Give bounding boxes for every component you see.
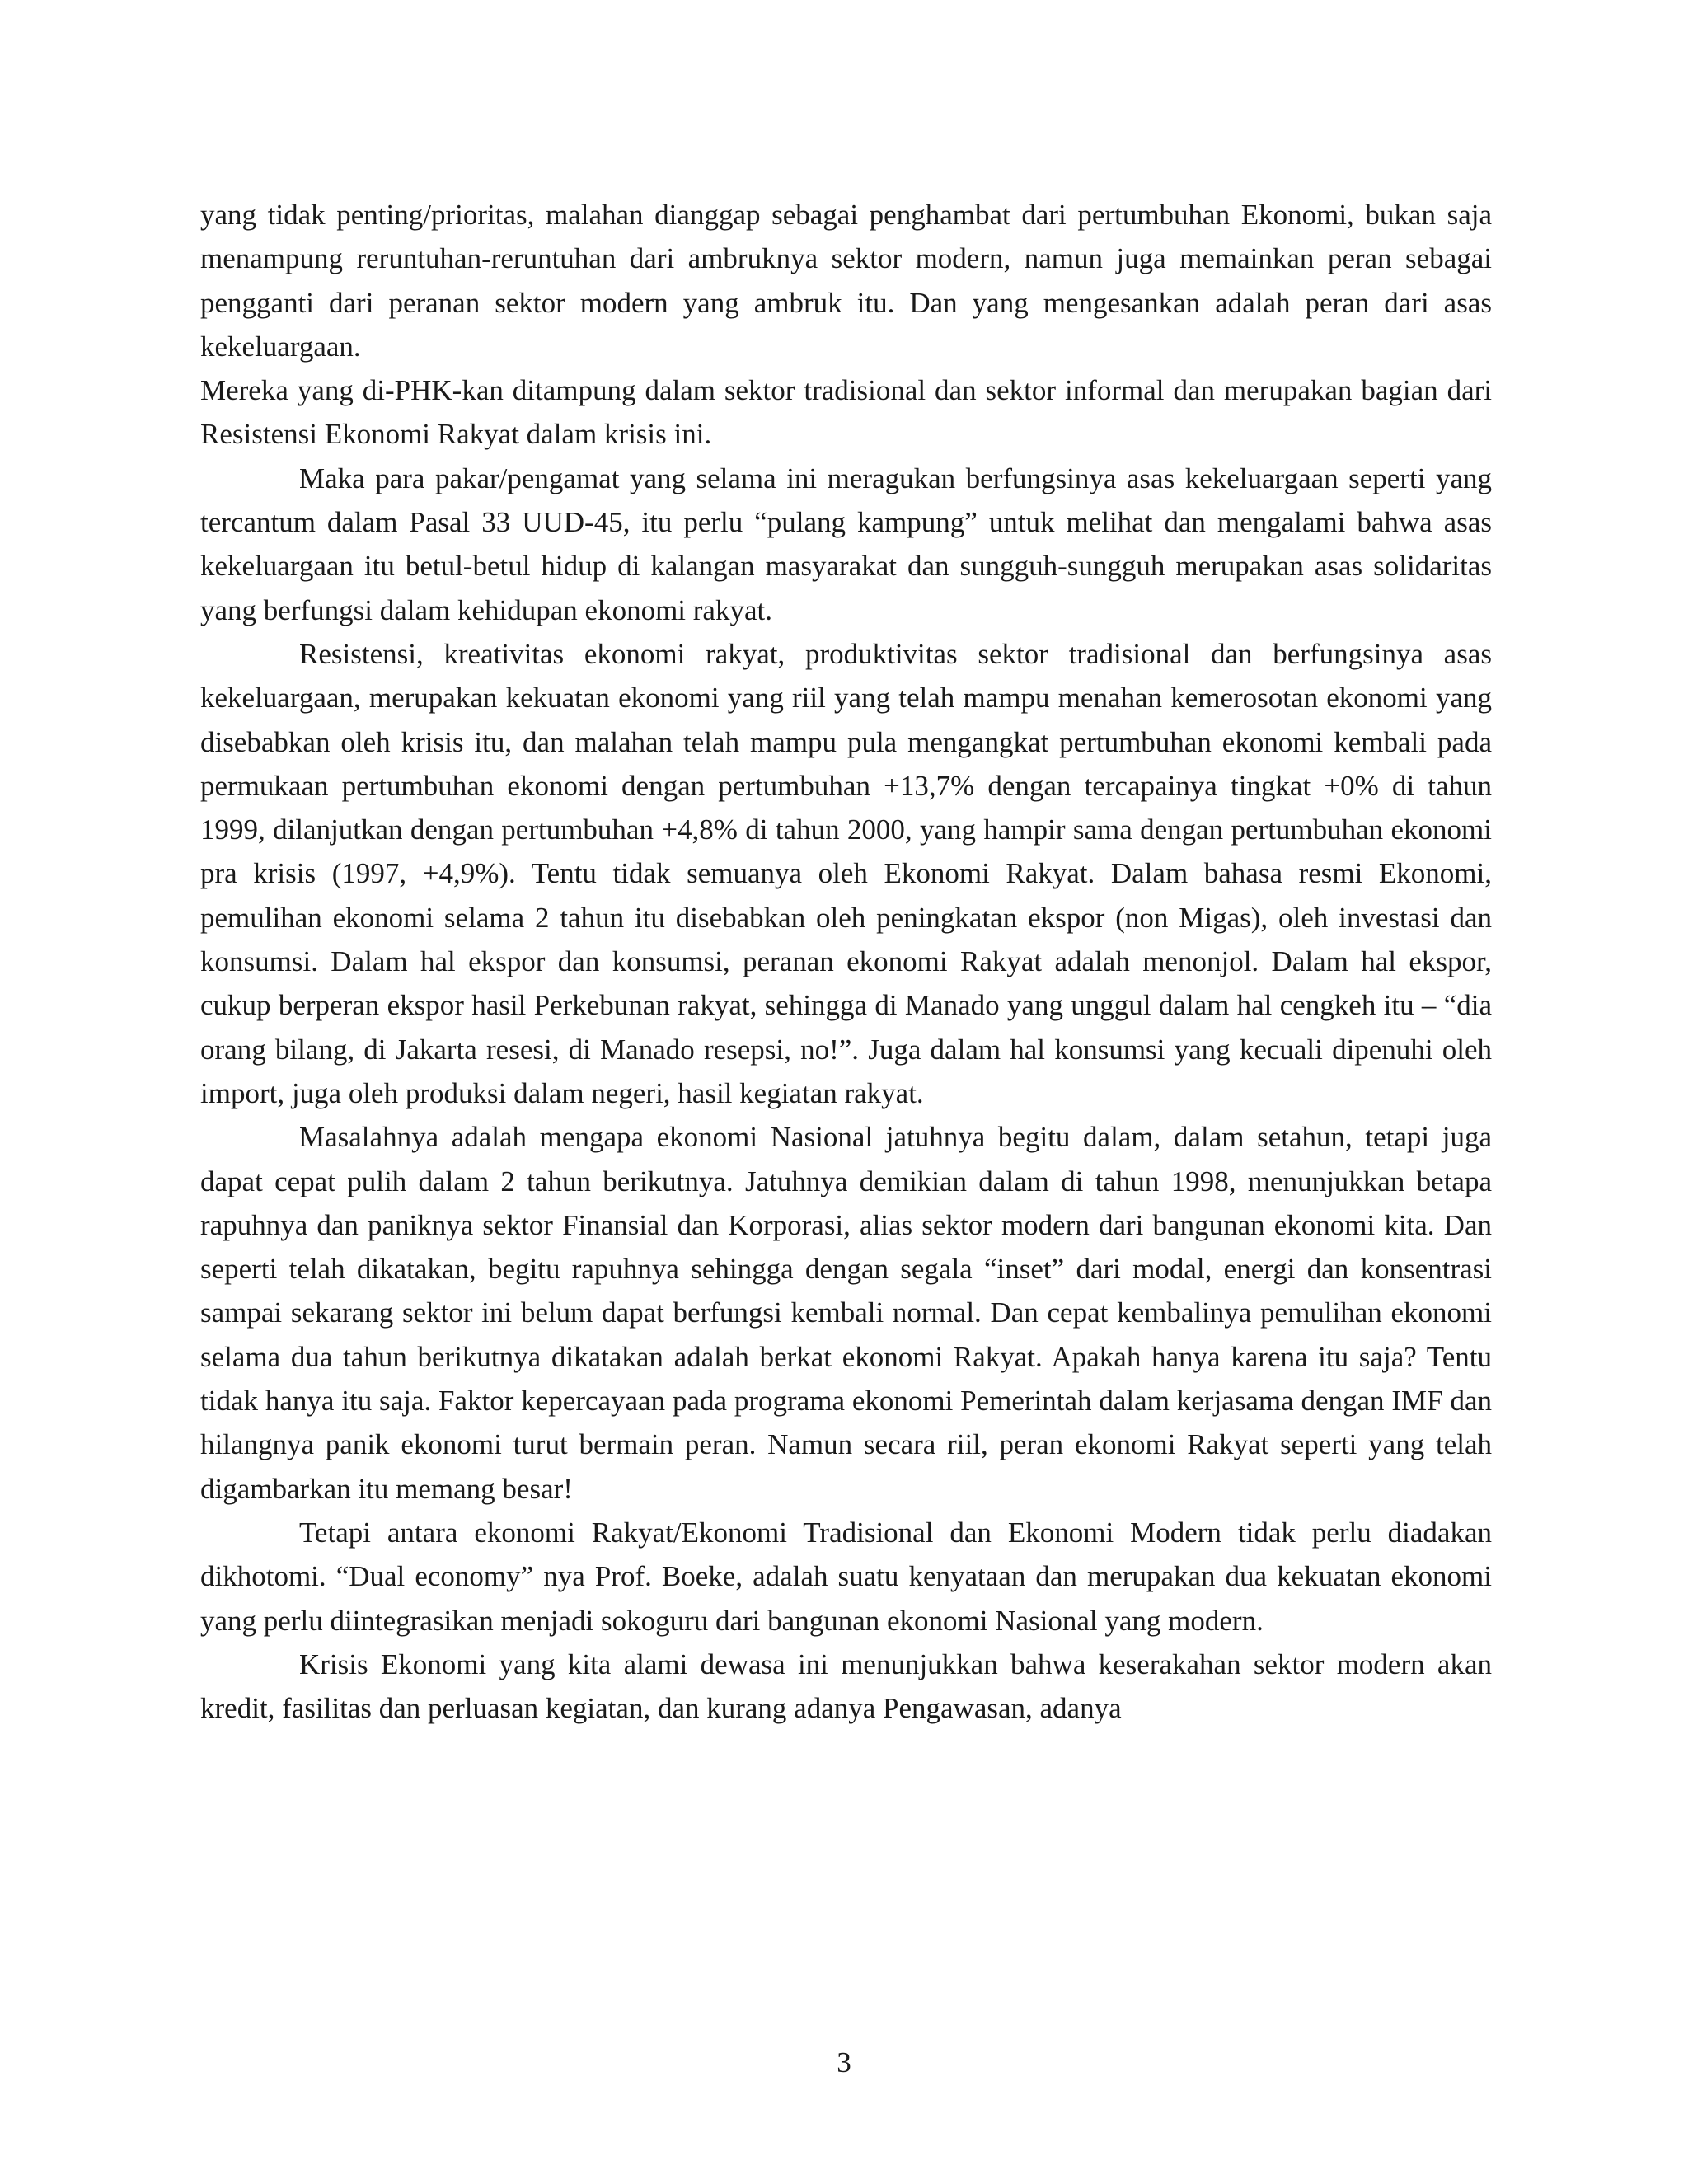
paragraph-1: yang tidak penting/prioritas, malahan dianggap sebagai penghambat dari pertumbuhan Ekonomi, bukan saja menampung reruntuhan-reruntuhan dari ambruknya sektor modern, namun juga memainkan peran sebagai pengganti dari peranan sektor modern yang ambruk itu. Dan yang mengesankan adalah peran dari asas kekeluargaan. xyxy=(200,199,1492,363)
page-number: 3 xyxy=(837,2046,851,2079)
paragraph-4: Resistensi, kreativitas ekonomi rakyat, produktivitas sektor tradisional dan berfungsinya asas kekeluargaan, merupakan kekuatan ekonomi yang riil yang telah mampu menahan kemerosotan ekonomi yang disebabkan oleh krisis itu, dan malahan telah mampu pula mengangkat pertumbuhan ekonomi kembali pada permukaan pertumbuhan ekonomi dengan pertumbuhan +13,7% dengan tercapainya tingkat +0% di tahun 1999, dilanjutkan dengan pertumbuhan +4,8% di tahun 2000, yang hampir sama dengan pertumbuhan ekonomi pra krisis (1997, +4,9%). Tentu tidak semuanya oleh Ekonomi Rakyat. Dalam bahasa resmi Ekonomi, pemulihan ekonomi selama 2 tahun itu disebabkan oleh peningkatan ekspor (non Migas), oleh investasi dan konsumsi. Dalam hal ekspor dan konsumsi, peranan ekonomi Rakyat adalah menonjol. Dalam hal ekspor, cukup berperan ekspor hasil Perkebunan rakyat, sehingga di Manado yang unggul dalam hal cengkeh itu – “dia orang bilang, di Jakarta resesi, di Manado resepsi, no!”. Juga dalam hal konsumsi yang kecuali dipenuhi oleh import, juga oleh produksi dalam negeri, hasil kegiatan rakyat. xyxy=(200,637,1492,1109)
paragraph-7: Krisis Ekonomi yang kita alami dewasa ini menunjukkan bahwa keserakahan sektor modern akan kredit, fasilitas dan perluasan kegiatan, dan kurang adanya Pengawasan, adanya xyxy=(200,1647,1492,1725)
document-body xyxy=(200,193,1492,1730)
paragraph-3: Maka para pakar/pengamat yang selama ini meragukan berfungsinya asas kekeluargaan seperti yang tercantum dalam Pasal 33 UUD-45, itu perlu “pulang kampung” untuk melihat dan mengalami bahwa asas kekeluargaan itu betul-betul hidup di kalangan masyarakat dan sungguh-sungguh merupakan asas solidaritas yang berfungsi dalam kehidupan ekonomi rakyat. xyxy=(200,462,1492,626)
paragraph-5: Masalahnya adalah mengapa ekonomi Nasional jatuhnya begitu dalam, dalam setahun, tetapi juga dapat cepat pulih dalam 2 tahun berikutnya. Jatuhnya demikian dalam di tahun 1998, menunjukkan betapa rapuhnya dan paniknya sektor Finansial dan Korporasi, alias sektor modern dari bangunan ekonomi kita. Dan seperti telah dikatakan, begitu rapuhnya sehingga dengan segala “inset” dari modal, energi dan konsentrasi sampai sekarang sektor ini belum dapat berfungsi kembali normal. Dan cepat kembalinya pemulihan ekonomi selama dua tahun berikutnya dikatakan adalah berkat ekonomi Rakyat. Apakah hanya karena itu saja? Tentu tidak hanya itu saja. Faktor kepercayaan pada programa ekonomi Pemerintah dalam kerjasama dengan IMF dan hilangnya panik ekonomi turut bermain peran. Namun secara riil, peran ekonomi Rakyat seperti yang telah digambarkan itu memang besar! xyxy=(200,1121,1492,1505)
paragraph-6: Tetapi antara ekonomi Rakyat/Ekonomi Tradisional dan Ekonomi Modern tidak perlu diadakan dikhotomi. “Dual economy” nya Prof. Boeke, adalah suatu kenyataan dan merupakan dua kekuatan ekonomi yang perlu diintegrasikan menjadi sokoguru dari bangunan ekonomi Nasional yang modern. xyxy=(200,1516,1492,1637)
paragraph-2: Mereka yang di-PHK-kan ditampung dalam sektor tradisional dan sektor informal dan merupakan bagian dari Resistensi Ekonomi Rakyat dalam krisis ini. xyxy=(200,374,1492,451)
